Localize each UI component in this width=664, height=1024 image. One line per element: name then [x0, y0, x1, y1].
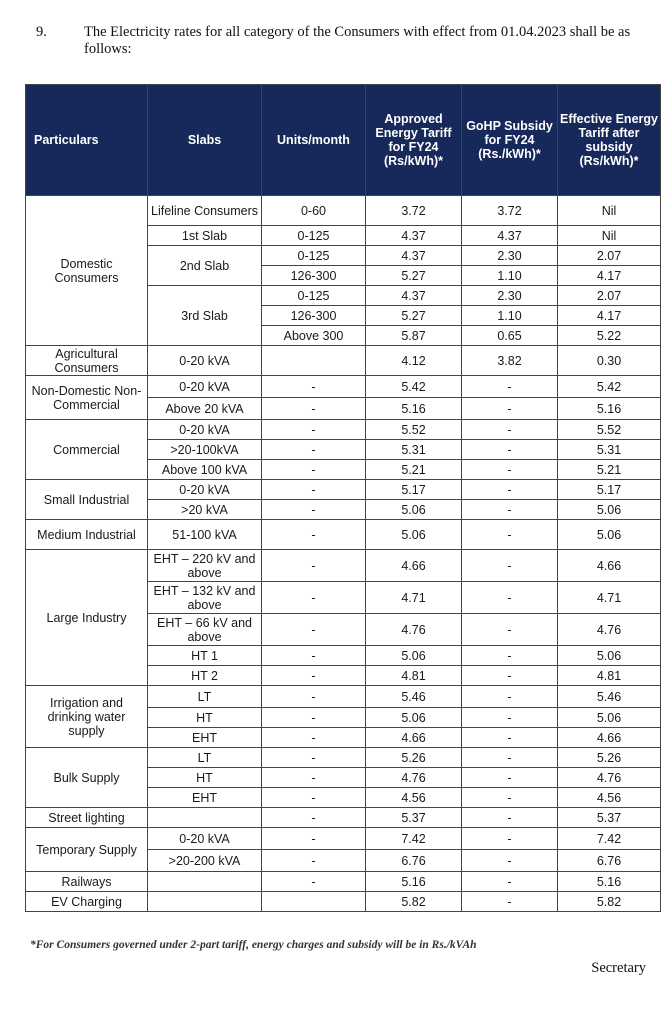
column-header-3: Approved Energy Tariff for FY24 (Rs/kWh)*: [366, 85, 462, 196]
effective-tariff-cell: 5.17: [558, 480, 661, 500]
approved-tariff-cell: 4.66: [366, 550, 462, 582]
units-cell: -: [262, 872, 366, 892]
approved-tariff-cell: 5.16: [366, 398, 462, 420]
units-cell: [262, 346, 366, 376]
table-row: [26, 828, 661, 850]
units-cell: -: [262, 500, 366, 520]
effective-tariff-cell: 4.17: [558, 306, 661, 326]
approved-tariff-cell: 4.66: [366, 728, 462, 748]
subsidy-cell: -: [462, 550, 558, 582]
column-header-1: Slabs: [148, 85, 262, 196]
subsidy-cell: 4.37: [462, 226, 558, 246]
units-cell: -: [262, 520, 366, 550]
slab-cell: EHT: [148, 728, 262, 748]
slab-cell: HT 1: [148, 646, 262, 666]
approved-tariff-cell: 4.81: [366, 666, 462, 686]
column-header-0: Particulars: [26, 85, 148, 196]
subsidy-cell: 1.10: [462, 306, 558, 326]
subsidy-cell: 3.72: [462, 196, 558, 226]
slab-cell: [148, 808, 262, 828]
approved-tariff-cell: 5.16: [366, 872, 462, 892]
section-number: 9.: [36, 24, 47, 40]
table-row: [26, 480, 661, 500]
units-cell: -: [262, 686, 366, 708]
effective-tariff-cell: Nil: [558, 226, 661, 246]
particulars-cell: Medium Industrial: [26, 520, 148, 550]
approved-tariff-cell: 5.42: [366, 376, 462, 398]
approved-tariff-cell: 5.21: [366, 460, 462, 480]
units-cell: -: [262, 666, 366, 686]
subsidy-cell: -: [462, 500, 558, 520]
effective-tariff-cell: 5.06: [558, 646, 661, 666]
approved-tariff-cell: 5.52: [366, 420, 462, 440]
approved-tariff-cell: 5.37: [366, 808, 462, 828]
subsidy-cell: -: [462, 828, 558, 850]
effective-tariff-cell: 2.07: [558, 246, 661, 266]
subsidy-cell: -: [462, 892, 558, 912]
particulars-cell: Irrigation and drinking water supply: [26, 686, 148, 748]
subsidy-cell: -: [462, 480, 558, 500]
approved-tariff-cell: 4.76: [366, 768, 462, 788]
units-cell: 0-125: [262, 226, 366, 246]
approved-tariff-cell: 4.76: [366, 614, 462, 646]
slab-cell: Above 100 kVA: [148, 460, 262, 480]
slab-cell: 1st Slab: [148, 226, 262, 246]
table-row: [26, 872, 661, 892]
approved-tariff-cell: 5.27: [366, 306, 462, 326]
approved-tariff-cell: 4.71: [366, 582, 462, 614]
approved-tariff-cell: 5.17: [366, 480, 462, 500]
effective-tariff-cell: 5.37: [558, 808, 661, 828]
units-cell: -: [262, 376, 366, 398]
subsidy-cell: -: [462, 748, 558, 768]
table-row: [26, 892, 661, 912]
footnote: *For Consumers governed under 2-part tariff, energy charges and subsidy will be in Rs./kVAh: [30, 939, 477, 951]
units-cell: -: [262, 768, 366, 788]
subsidy-cell: 1.10: [462, 266, 558, 286]
units-cell: -: [262, 440, 366, 460]
approved-tariff-cell: 5.27: [366, 266, 462, 286]
slab-cell: HT: [148, 708, 262, 728]
table-row: [26, 748, 661, 768]
particulars-cell: Large Industry: [26, 550, 148, 686]
slab-cell: Lifeline Consumers: [148, 196, 262, 226]
approved-tariff-cell: 7.42: [366, 828, 462, 850]
effective-tariff-cell: 4.76: [558, 768, 661, 788]
effective-tariff-cell: 4.17: [558, 266, 661, 286]
subsidy-cell: -: [462, 666, 558, 686]
slab-cell: Above 20 kVA: [148, 398, 262, 420]
column-header-5: Effective Energy Tariff after subsidy (Rs/kWh)*: [558, 85, 661, 196]
effective-tariff-cell: 7.42: [558, 828, 661, 850]
subsidy-cell: -: [462, 440, 558, 460]
slab-cell: 2nd Slab: [148, 246, 262, 286]
subsidy-cell: -: [462, 376, 558, 398]
subsidy-cell: -: [462, 646, 558, 666]
units-cell: -: [262, 420, 366, 440]
effective-tariff-cell: 5.52: [558, 420, 661, 440]
slab-cell: 0-20 kVA: [148, 376, 262, 398]
particulars-cell: Bulk Supply: [26, 748, 148, 808]
slab-cell: 0-20 kVA: [148, 480, 262, 500]
slab-cell: HT: [148, 768, 262, 788]
table-row: [26, 376, 661, 398]
slab-cell: 0-20 kVA: [148, 420, 262, 440]
table-row: [26, 196, 661, 226]
units-cell: -: [262, 582, 366, 614]
table-row: [26, 520, 661, 550]
approved-tariff-cell: 5.06: [366, 708, 462, 728]
effective-tariff-cell: 5.22: [558, 326, 661, 346]
subsidy-cell: -: [462, 872, 558, 892]
slab-cell: HT 2: [148, 666, 262, 686]
table-row: [26, 420, 661, 440]
approved-tariff-cell: 5.87: [366, 326, 462, 346]
column-header-2: Units/month: [262, 85, 366, 196]
subsidy-cell: -: [462, 460, 558, 480]
slab-cell: LT: [148, 748, 262, 768]
effective-tariff-cell: 5.42: [558, 376, 661, 398]
table-row: [26, 686, 661, 708]
particulars-cell: Street lighting: [26, 808, 148, 828]
units-cell: -: [262, 828, 366, 850]
slab-cell: EHT – 66 kV and above: [148, 614, 262, 646]
units-cell: -: [262, 808, 366, 828]
table-body: [26, 196, 661, 912]
slab-cell: EHT – 220 kV and above: [148, 550, 262, 582]
particulars-cell: Small Industrial: [26, 480, 148, 520]
subsidy-cell: -: [462, 808, 558, 828]
slab-cell: 51-100 kVA: [148, 520, 262, 550]
particulars-cell: Commercial: [26, 420, 148, 480]
effective-tariff-cell: 5.26: [558, 748, 661, 768]
subsidy-cell: -: [462, 768, 558, 788]
units-cell: -: [262, 480, 366, 500]
effective-tariff-cell: Nil: [558, 196, 661, 226]
approved-tariff-cell: 5.31: [366, 440, 462, 460]
effective-tariff-cell: 2.07: [558, 286, 661, 306]
approved-tariff-cell: 4.56: [366, 788, 462, 808]
subsidy-cell: -: [462, 850, 558, 872]
intro-text: The Electricity rates for all category of the Consumers with effect from 01.04.2023 shall be as follows:: [84, 24, 631, 57]
effective-tariff-cell: 6.76: [558, 850, 661, 872]
slab-cell: >20-200 kVA: [148, 850, 262, 872]
units-cell: 0-60: [262, 196, 366, 226]
subsidy-cell: -: [462, 708, 558, 728]
slab-cell: LT: [148, 686, 262, 708]
units-cell: -: [262, 398, 366, 420]
effective-tariff-cell: 4.71: [558, 582, 661, 614]
units-cell: -: [262, 614, 366, 646]
approved-tariff-cell: 5.46: [366, 686, 462, 708]
units-cell: -: [262, 550, 366, 582]
subsidy-cell: -: [462, 614, 558, 646]
table-row: [26, 808, 661, 828]
effective-tariff-cell: 4.66: [558, 728, 661, 748]
approved-tariff-cell: 4.37: [366, 226, 462, 246]
particulars-cell: Railways: [26, 872, 148, 892]
particulars-cell: Domestic Consumers: [26, 196, 148, 346]
approved-tariff-cell: 4.37: [366, 286, 462, 306]
effective-tariff-cell: 5.31: [558, 440, 661, 460]
slab-cell: 0-20 kVA: [148, 346, 262, 376]
units-cell: -: [262, 708, 366, 728]
effective-tariff-cell: 0.30: [558, 346, 661, 376]
subsidy-cell: 2.30: [462, 246, 558, 266]
approved-tariff-cell: 5.26: [366, 748, 462, 768]
approved-tariff-cell: 5.06: [366, 520, 462, 550]
approved-tariff-cell: 3.72: [366, 196, 462, 226]
slab-cell: [148, 892, 262, 912]
slab-cell: >20 kVA: [148, 500, 262, 520]
particulars-cell: EV Charging: [26, 892, 148, 912]
signature: Secretary: [591, 960, 646, 976]
effective-tariff-cell: 5.16: [558, 398, 661, 420]
table-row: [26, 346, 661, 376]
slab-cell: >20-100kVA: [148, 440, 262, 460]
units-cell: -: [262, 728, 366, 748]
tariff-table: [25, 84, 661, 912]
subsidy-cell: -: [462, 520, 558, 550]
units-cell: -: [262, 748, 366, 768]
subsidy-cell: 2.30: [462, 286, 558, 306]
subsidy-cell: -: [462, 686, 558, 708]
units-cell: 0-125: [262, 286, 366, 306]
slab-cell: 0-20 kVA: [148, 828, 262, 850]
approved-tariff-cell: 5.06: [366, 646, 462, 666]
subsidy-cell: -: [462, 582, 558, 614]
units-cell: -: [262, 788, 366, 808]
units-cell: [262, 892, 366, 912]
units-cell: Above 300: [262, 326, 366, 346]
units-cell: 126-300: [262, 306, 366, 326]
effective-tariff-cell: 5.82: [558, 892, 661, 912]
slab-cell: EHT: [148, 788, 262, 808]
effective-tariff-cell: 5.06: [558, 500, 661, 520]
approved-tariff-cell: 5.06: [366, 500, 462, 520]
approved-tariff-cell: 4.12: [366, 346, 462, 376]
subsidy-cell: -: [462, 398, 558, 420]
units-cell: 126-300: [262, 266, 366, 286]
effective-tariff-cell: 4.66: [558, 550, 661, 582]
particulars-cell: Agricultural Consumers: [26, 346, 148, 376]
particulars-cell: Non-Domestic Non-Commercial: [26, 376, 148, 420]
subsidy-cell: -: [462, 788, 558, 808]
units-cell: 0-125: [262, 246, 366, 266]
table-row: [26, 550, 661, 582]
effective-tariff-cell: 5.46: [558, 686, 661, 708]
effective-tariff-cell: 4.76: [558, 614, 661, 646]
subsidy-cell: -: [462, 728, 558, 748]
effective-tariff-cell: 5.21: [558, 460, 661, 480]
effective-tariff-cell: 4.56: [558, 788, 661, 808]
units-cell: -: [262, 460, 366, 480]
table-header: [26, 85, 661, 196]
effective-tariff-cell: 5.06: [558, 708, 661, 728]
subsidy-cell: 0.65: [462, 326, 558, 346]
units-cell: -: [262, 850, 366, 872]
slab-cell: 3rd Slab: [148, 286, 262, 346]
effective-tariff-cell: 5.06: [558, 520, 661, 550]
slab-cell: [148, 872, 262, 892]
effective-tariff-cell: 5.16: [558, 872, 661, 892]
header-row: [26, 85, 661, 196]
subsidy-cell: 3.82: [462, 346, 558, 376]
approved-tariff-cell: 4.37: [366, 246, 462, 266]
particulars-cell: Temporary Supply: [26, 828, 148, 872]
subsidy-cell: -: [462, 420, 558, 440]
approved-tariff-cell: 5.82: [366, 892, 462, 912]
units-cell: -: [262, 646, 366, 666]
approved-tariff-cell: 6.76: [366, 850, 462, 872]
slab-cell: EHT – 132 kV and above: [148, 582, 262, 614]
effective-tariff-cell: 4.81: [558, 666, 661, 686]
column-header-4: GoHP Subsidy for FY24 (Rs./kWh)*: [462, 85, 558, 196]
